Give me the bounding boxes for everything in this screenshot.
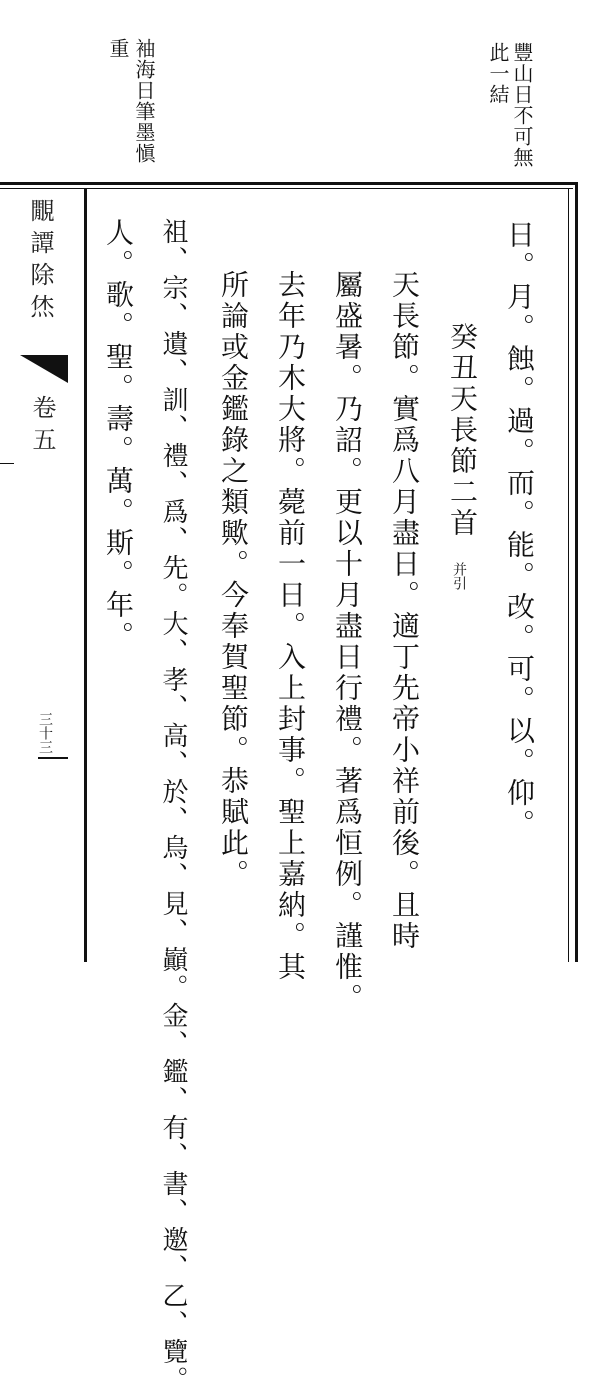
poem-line-2: 人。歌。聖。壽。萬。斯。年。	[102, 218, 135, 652]
top-note-right-col2: 此一結	[486, 42, 510, 105]
margin-tick	[0, 463, 14, 464]
poem-title: 癸丑天長節二首	[446, 322, 479, 539]
margin-book-title: 覵譚除烋	[26, 198, 54, 326]
body-column-5: 去年乃木大將。薨前一日。入上封事。聖上嘉納。其	[274, 270, 307, 983]
poem-line-1: 祖、宗、遺、訓、禮、爲、先。大、孝、高、於、烏、見、巓。金、鑑、有、書、邀、乙、覽。	[158, 218, 188, 1394]
frame-right-rule	[575, 182, 578, 962]
margin-volume: 卷五	[28, 395, 56, 459]
body-column-6: 所論或金鑑錄之類歟。今奉賀聖節。恭賦此。	[217, 270, 250, 890]
margin-page-rule	[38, 757, 68, 759]
poem-title-suffix: 并引	[451, 562, 467, 590]
margin-page-number: 三十三	[37, 712, 53, 754]
top-note-right-col1: 豐山日不可無	[510, 42, 534, 168]
frame-top-rule	[0, 182, 578, 185]
top-note-left-col2: 重	[106, 38, 130, 59]
frame-left-rule	[84, 188, 87, 962]
body-column-1: 日。月。蝕。過。而。能。改。可。以。仰。	[503, 220, 536, 840]
margin-fish-tail-mark	[20, 355, 68, 383]
top-note-left-col1: 袖海日筆墨愼	[132, 38, 156, 164]
frame-right-inner-rule	[568, 188, 569, 962]
body-column-3: 天長節。實爲八月盡日。適丁先帝小祥前後。且時	[388, 270, 421, 952]
body-column-4: 屬盛暑。乃詔。更以十月盡日行禮。著爲恒例。謹惟。	[331, 270, 364, 1014]
